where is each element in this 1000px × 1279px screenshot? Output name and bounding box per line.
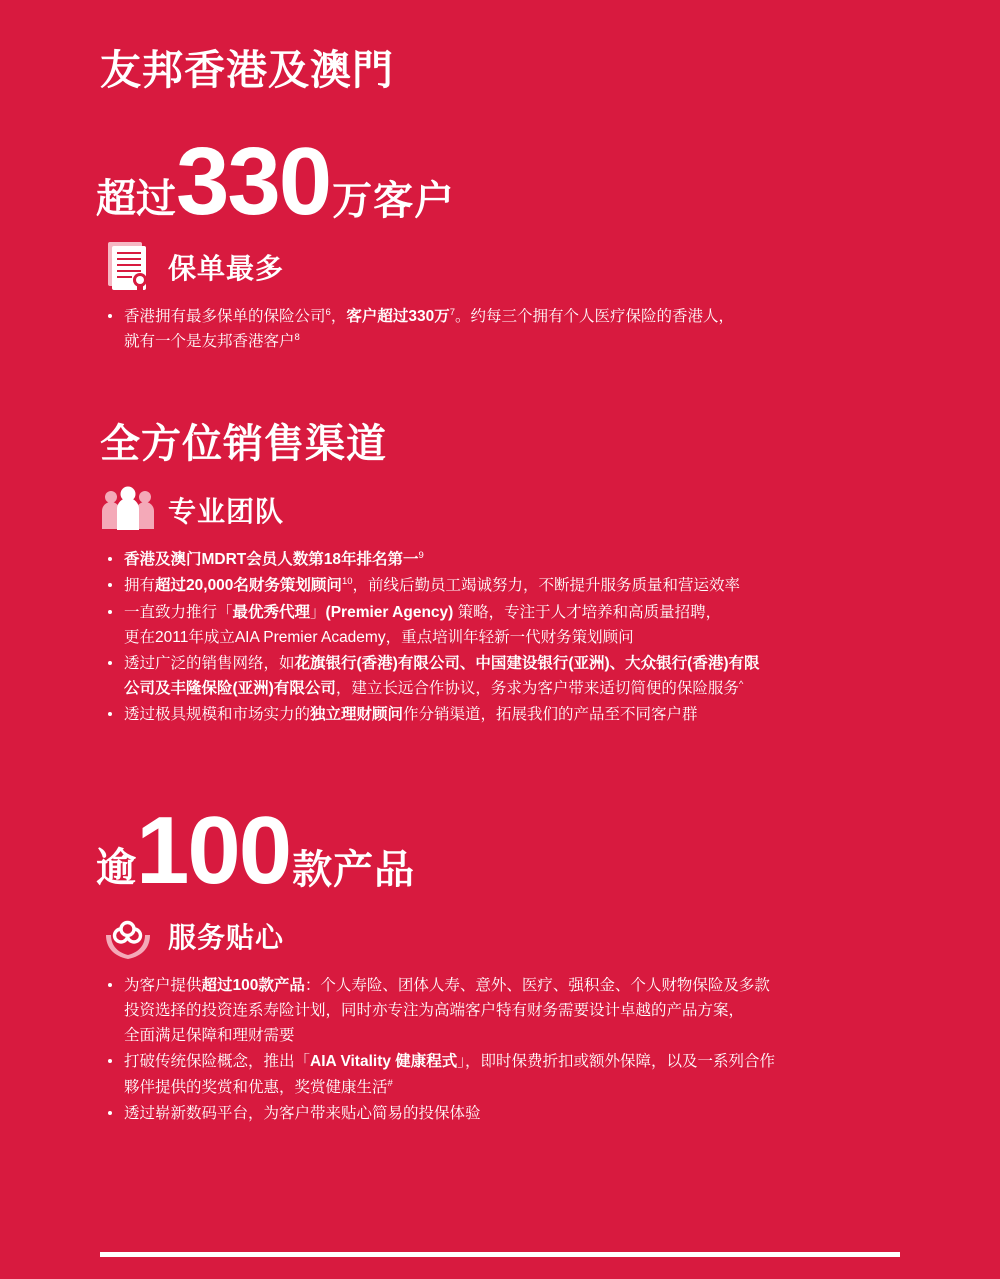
team-heading <box>100 483 900 537</box>
stat-number: 330 <box>176 128 331 236</box>
policies-bullet-list <box>100 304 900 354</box>
service-heading <box>100 909 900 963</box>
hands-infinity-icon <box>100 909 156 963</box>
stat-customers <box>96 128 900 236</box>
policies-heading <box>100 240 900 294</box>
list-item: 香港及澳门MDRT会员人数第18年排名第一$^9$ <box>106 547 900 572</box>
team-people-icon <box>100 483 156 537</box>
list-item: 一直致力推行「最优秀代理」(Premier Agency) 策略，专注于人才培养和高质量招聘， 更在2011年成立AIA Premier Academy，重点培训年轻新一代财务策划顾问 <box>106 600 900 650</box>
list-item: 透过极具规模和市场实力的独立理财顾问作分销渠道，拓展我们的产品至不同客户群 <box>106 702 900 727</box>
sales-section-title: 全方位销售渠道 <box>100 422 387 467</box>
stat-products <box>96 797 900 905</box>
sales-bullet-list <box>100 547 900 727</box>
list-item: 香港拥有最多保单的保险公司$^6$，客户超过330万$^7$。约每三个拥有个人医疗保险的香港人， 就有一个是友邦香港客户$^8$ <box>106 304 900 354</box>
list-item: 透过广泛的销售网络，如花旗银行(香港)有限公司、中国建设银行(亚洲)、大众银行(香港)有限 公司及丰隆保险(亚洲)有限公司，建立长远合作协议，务求为客户带来适切简便的保险服务^ <box>106 651 900 701</box>
products-number: 100 <box>136 797 291 905</box>
policies-label: 保单最多 <box>168 253 285 285</box>
products-suffix: 款产品 <box>292 848 416 893</box>
products-bullet-list <box>100 973 900 1126</box>
team-label: 专业团队 <box>168 496 285 528</box>
list-item: 打破传统保险概念，推出「AIA Vitality 健康程式」，即时保费折扣或额外保障，以及一系列合作 夥伴提供的奖赏和优惠，奖赏健康生活# <box>106 1049 900 1099</box>
document-seal-icon <box>100 240 156 294</box>
page-title: 友邦香港及澳門 <box>100 47 394 93</box>
list-item: 透过崭新数码平台，为客户带来贴心简易的投保体验 <box>106 1101 900 1126</box>
products-prefix: 逾 <box>96 846 136 891</box>
stat-suffix: 万客户 <box>332 179 456 224</box>
footer-divider <box>100 1252 900 1257</box>
service-label: 服务贴心 <box>168 922 285 954</box>
list-item: 为客户提供超过100款产品：个人寿险、团体人寿、意外、医疗、强积金、个人财物保险及多款 投资选择的投资连系寿险计划，同时亦专注为高端客户特有财务需要设计卓越的产品方案， 全面满足保障和理财需要 <box>106 973 900 1048</box>
list-item: 拥有超过20,000名财务策划顾问$^{10}$，前线后勤员工竭诚努力，不断提升服务质量和营运效率 <box>106 573 900 598</box>
stat-prefix: 超过 <box>96 177 176 222</box>
